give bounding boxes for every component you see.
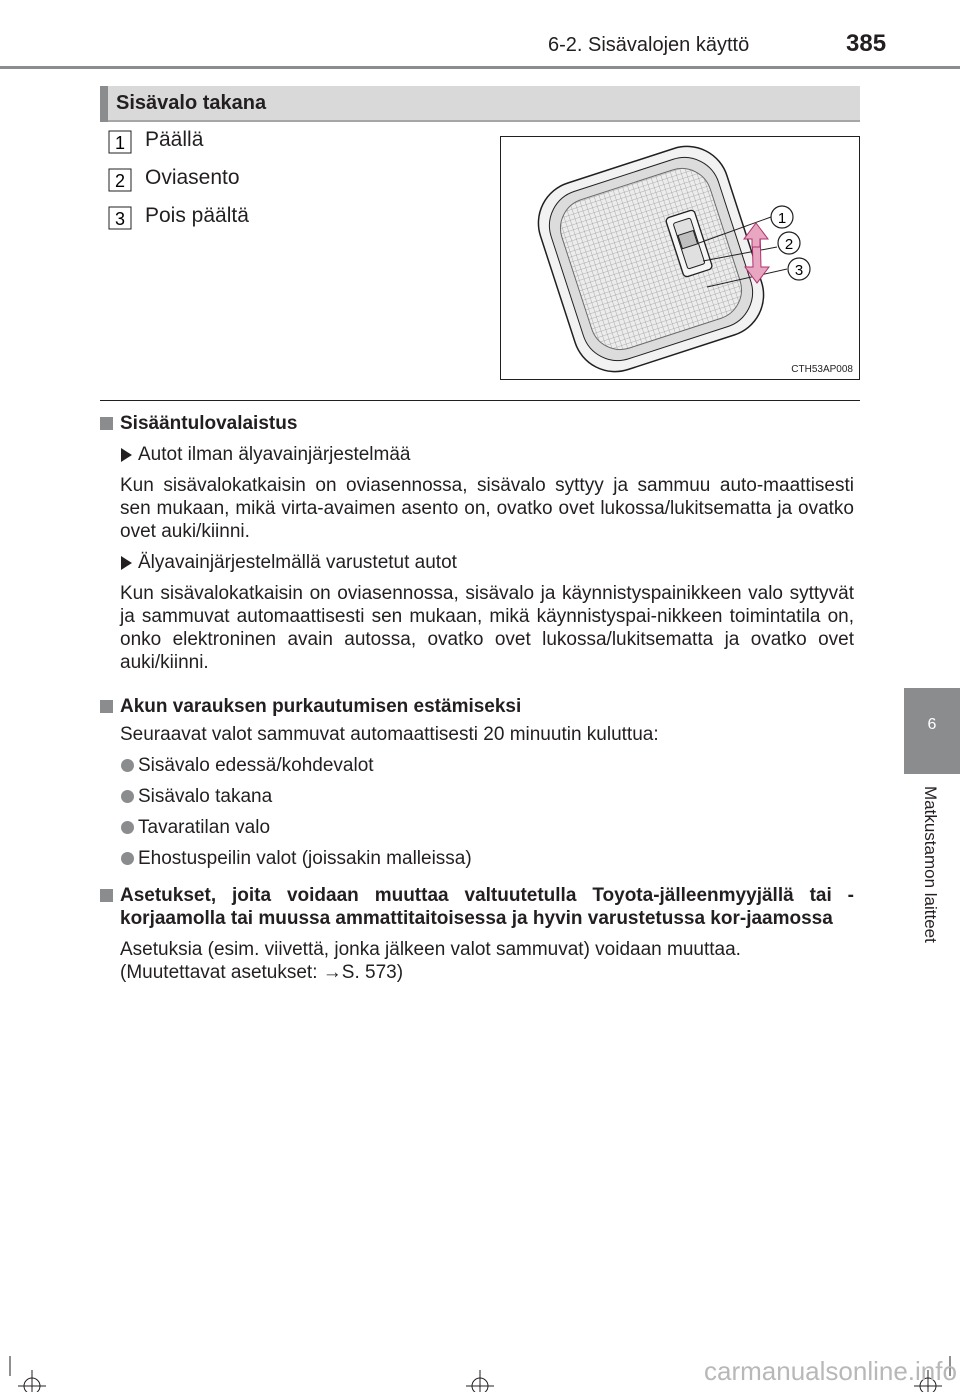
battery-list-item: [100, 754, 854, 777]
rear-interior-light-figure: [500, 136, 860, 380]
interior-light-illustration: [501, 137, 859, 379]
legend-label-2: Oviasento: [145, 166, 240, 189]
battery-text: Seuraavat valot sammuvat automaattisesti 20 minuutin kuluttua:: [120, 724, 659, 745]
settings-heading: Asetukset, joita voidaan muuttaa valtuutetulla Toyota-jälleenmyyjällä tai -korjaamolla tai muussa ammattitaitoisessa ja hyvin varustetussa kor-jaamossa: [120, 885, 854, 929]
case1-text: Kun sisävalokatkaisin on oviasennossa, sisävalo syttyy ja sammuu auto-maattisesti sen mukaan, mikä virta-avaimen asento on, ovatko ovet lukossa/lukitsematta ja ovatko ovet auki/kiinni.: [120, 475, 854, 542]
number-1-icon: [108, 130, 132, 154]
entry-heading-row: [100, 412, 854, 435]
section-bar-accent: [100, 86, 108, 122]
battery-heading: Akun varauksen purkautumisen estämiseksi: [120, 696, 522, 717]
section-divider: [100, 400, 860, 401]
legend-num-2: 2: [114, 171, 126, 191]
case1-title-row: [100, 443, 854, 466]
square-bullet-icon: [100, 417, 113, 430]
battery-saver-block: [100, 695, 854, 870]
battery-list-item: [100, 847, 854, 870]
case2-title-row: [100, 551, 854, 574]
round-bullet-icon: [121, 759, 134, 772]
callout-1: 1: [777, 210, 787, 227]
triangle-bullet-icon: [121, 556, 132, 570]
battery-list-item: [100, 816, 854, 839]
settings-heading-row: [100, 884, 854, 930]
battery-item-4: Ehostuspeilin valot (joissakin malleissa): [138, 848, 472, 869]
watermark: carmanualsonline.info: [704, 1356, 957, 1386]
legend-num-3: 3: [114, 209, 126, 229]
chapter-number: 6: [927, 716, 937, 733]
figure-code: CTH53AP008: [791, 364, 853, 375]
number-2-icon: [108, 168, 132, 192]
battery-item-2: Sisävalo takana: [138, 786, 273, 807]
section-title: Sisävalo takana: [116, 92, 267, 114]
callout-2: 2: [784, 236, 794, 253]
legend-label-1: Päällä: [145, 128, 204, 151]
case2-title: Älyavainjärjestelmällä varustetut autot: [138, 552, 457, 573]
square-bullet-icon: [100, 700, 113, 713]
settings-reference[interactable]: (Muutettavat asetukset: →S. 573): [120, 962, 404, 983]
case1-title: Autot ilman älyavainjärjestelmää: [138, 444, 411, 465]
running-header-section: 6-2. Sisävalojen käyttö: [548, 34, 750, 56]
round-bullet-icon: [121, 790, 134, 803]
battery-heading-row: [100, 695, 854, 718]
page-number: 385: [846, 30, 887, 57]
settings-text: Asetuksia (esim. viivettä, jonka jälkeen valot sammuvat) voidaan muuttaa.: [120, 939, 741, 960]
settings-block: [100, 884, 854, 984]
header-rule: [0, 66, 960, 69]
entry-lighting-block: [100, 412, 854, 674]
battery-list-item: [100, 785, 854, 808]
legend-label-3: Pois päältä: [145, 204, 249, 227]
square-bullet-icon: [100, 889, 113, 902]
round-bullet-icon: [121, 821, 134, 834]
entry-heading: Sisääntulovalaistus: [120, 413, 298, 434]
triangle-bullet-icon: [121, 448, 132, 462]
battery-item-1: Sisävalo edessä/kohdevalot: [138, 755, 374, 776]
number-3-icon: [108, 206, 132, 230]
legend-num-1: 1: [114, 133, 126, 153]
callout-3: 3: [794, 262, 804, 279]
case2-text: Kun sisävalokatkaisin on oviasennossa, sisävalo ja käynnistyspainikkeen valo syttyvät ja sammuvat automaattisesti sen mukaan, mikä käynnistyspai-nikkeen toimintatila on, onko elektroninen avain autossa, ovatko ovet lukossa/lukitsematta ja ovatko ovet auki/kiinni.: [120, 583, 854, 673]
chapter-title: Matkustamon laitteet: [921, 786, 940, 943]
round-bullet-icon: [121, 852, 134, 865]
battery-item-3: Tavaratilan valo: [138, 817, 271, 838]
section-title-bar: [100, 86, 860, 122]
